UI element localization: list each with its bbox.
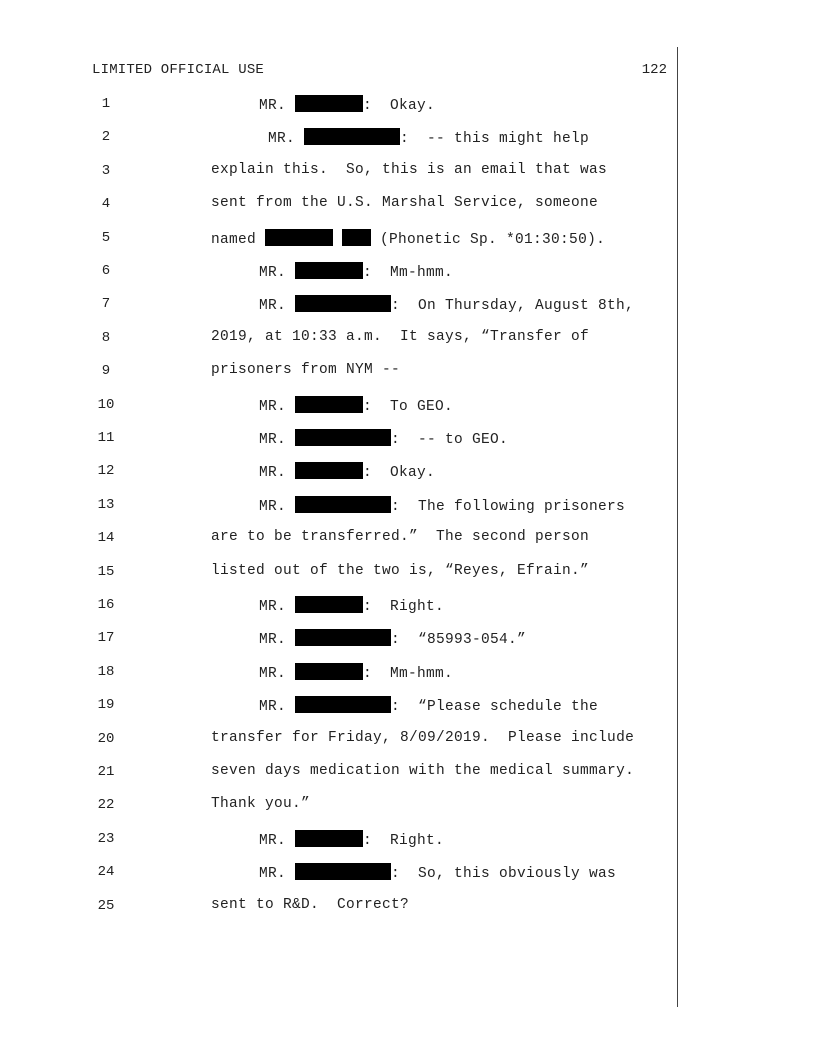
line-number: 1	[101, 96, 111, 112]
redaction-block	[265, 229, 333, 246]
line-text-segment: named	[211, 231, 266, 248]
line-text-segment: transfer for Friday, 8/09/2019. Please include	[211, 729, 635, 746]
line-number: 17	[97, 630, 115, 647]
line-text-segment: : Okay.	[363, 98, 436, 114]
line-number: 14	[97, 530, 115, 547]
line-number: 22	[97, 797, 115, 814]
line-number: 13	[97, 496, 115, 513]
line-number: 9	[101, 363, 111, 380]
transcript-line	[211, 195, 598, 211]
transcript-line	[211, 329, 589, 345]
transcript-line	[211, 362, 400, 378]
line-number: 4	[101, 196, 111, 213]
line-text-segment: MR.	[259, 665, 296, 682]
line-text-segment: sent from the U.S. Marshal Service, someone	[211, 195, 599, 212]
line-text-segment: MR.	[259, 498, 296, 515]
transcript-line	[211, 796, 310, 812]
line-number: 8	[101, 329, 111, 346]
line-text-segment: MR.	[259, 465, 296, 482]
line-text-segment: : -- to GEO.	[391, 432, 509, 448]
line-text-segment: : Right.	[363, 599, 445, 615]
transcript-line	[259, 462, 435, 481]
line-text-segment: MR.	[259, 432, 296, 448]
line-number: 11	[97, 430, 115, 446]
line-number: 5	[101, 229, 111, 246]
line-text-segment: : “85993-054.”	[391, 632, 527, 649]
line-text-segment: : The following prisoners	[391, 498, 626, 515]
line-text-segment: : “Please schedule the	[391, 699, 599, 716]
redaction-block	[295, 496, 391, 513]
line-text-segment: (Phonetic Sp. *01:30:50).	[371, 231, 606, 248]
line-text-segment: prisoners from NYM --	[211, 362, 401, 379]
line-text-segment: MR.	[268, 131, 305, 148]
line-number: 21	[97, 764, 115, 780]
line-number: 3	[101, 162, 111, 179]
transcript-line	[259, 696, 598, 715]
line-number: 7	[101, 296, 111, 313]
line-text-segment: MR.	[259, 699, 296, 716]
transcript-line	[259, 396, 453, 415]
line-text-segment: : Right.	[363, 832, 445, 849]
redaction-block	[295, 295, 391, 312]
line-number: 2	[101, 129, 111, 146]
line-text-segment: MR.	[259, 599, 296, 615]
redaction-block	[295, 663, 363, 680]
line-number: 20	[97, 730, 115, 747]
redaction-block	[304, 128, 400, 145]
transcript-line	[211, 763, 634, 779]
transcript-line	[259, 863, 616, 882]
transcript-line	[259, 663, 453, 682]
line-text-segment: MR.	[259, 398, 296, 415]
transcript-line	[259, 262, 453, 281]
right-margin-rule	[677, 47, 678, 1007]
transcript-line	[259, 95, 435, 114]
line-text-segment: MR.	[259, 298, 296, 315]
line-text-segment: sent to R&D. Correct?	[211, 896, 410, 913]
redaction-block	[295, 262, 363, 279]
redaction-block	[342, 229, 371, 246]
transcript-line	[211, 229, 605, 248]
line-number: 16	[97, 597, 115, 613]
line-text-segment: explain this. So, this is an email that was	[211, 161, 608, 178]
line-text-segment: MR.	[259, 98, 296, 114]
line-number: 23	[97, 830, 115, 847]
redaction-block	[295, 596, 363, 613]
redaction-block	[295, 629, 391, 646]
redaction-block	[295, 95, 363, 112]
line-number: 10	[97, 396, 115, 413]
line-text-segment: : Okay.	[363, 465, 436, 482]
line-number: 6	[101, 263, 111, 279]
line-text-segment: : To GEO.	[363, 398, 454, 415]
transcript-line	[211, 162, 607, 178]
transcript-line	[259, 429, 508, 448]
transcript-line	[259, 830, 444, 849]
transcript-line	[259, 596, 444, 615]
transcript-line	[268, 128, 589, 147]
transcript-line	[211, 529, 589, 545]
transcript-line	[211, 730, 634, 746]
line-text-segment: : Mm-hmm.	[363, 665, 454, 682]
redaction-block	[295, 696, 391, 713]
redaction-block	[295, 830, 363, 847]
line-number: 24	[97, 864, 115, 881]
transcript-line	[211, 897, 409, 913]
redaction-block	[295, 396, 363, 413]
line-text-segment: MR.	[259, 832, 296, 849]
line-text-segment: Thank you.”	[211, 796, 311, 813]
line-number: 19	[97, 697, 115, 714]
line-text-segment	[333, 232, 342, 248]
line-text-segment: : -- this might help	[400, 131, 590, 148]
line-text-segment: MR.	[259, 632, 296, 649]
line-text-segment: MR.	[259, 265, 296, 281]
line-number: 15	[97, 563, 115, 580]
line-text-segment: MR.	[259, 866, 296, 883]
line-number: 18	[97, 663, 115, 680]
transcript-line	[259, 295, 634, 314]
classification-header: LIMITED OFFICIAL USE	[92, 62, 265, 78]
line-text-segment: are to be transferred.” The second person	[211, 529, 590, 546]
line-text-segment: : Mm-hmm.	[363, 265, 454, 281]
redaction-block	[295, 429, 391, 446]
line-text-segment: : On Thursday, August 8th,	[391, 298, 635, 315]
transcript-line	[259, 629, 526, 648]
line-text-segment: seven days medication with the medical summary.	[211, 763, 635, 779]
redaction-block	[295, 462, 363, 479]
page-number: 122	[641, 62, 667, 78]
line-number: 25	[97, 897, 115, 914]
transcript-line	[259, 496, 625, 515]
redaction-block	[295, 863, 391, 880]
line-text-segment: 2019, at 10:33 a.m. It says, “Transfer of	[211, 328, 590, 345]
line-text-segment: listed out of the two is, “Reyes, Efrain.”	[211, 562, 590, 579]
transcript-line	[211, 563, 589, 579]
line-number: 12	[97, 463, 115, 480]
line-text-segment: : So, this obviously was	[391, 866, 617, 883]
